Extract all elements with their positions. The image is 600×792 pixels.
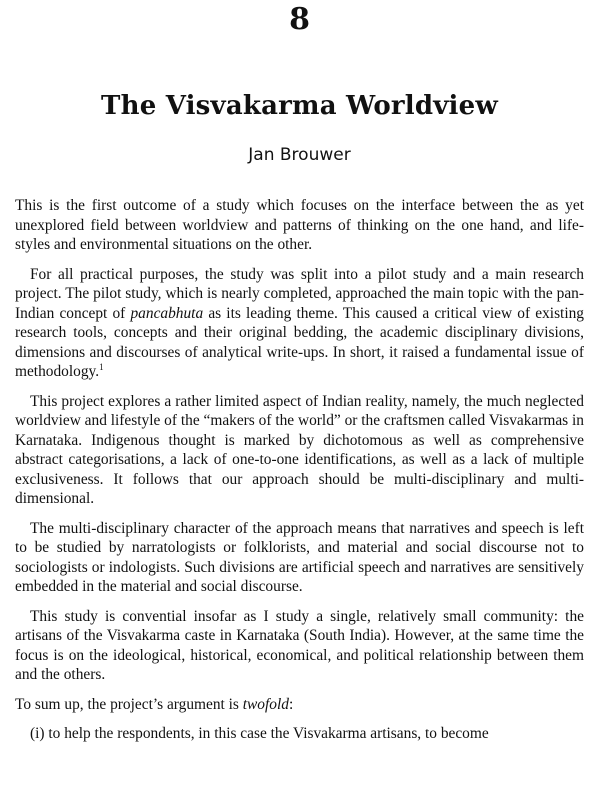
paragraph-1 (15, 196, 584, 255)
paragraph-2-emphasis: pancabhuta (130, 304, 204, 322)
chapter-body (15, 196, 584, 744)
paragraph-2 (15, 265, 584, 382)
paragraph-6 (15, 695, 584, 715)
paragraph-2-text-a: For all practical purposes, the study was split into a pilot study and a main research project. The pilot study, which is nearly completed, approached the main topic with the pan-Indian concept of (15, 265, 584, 322)
paragraph-3-text: This project explores a rather limited aspect of Indian reality, namely, the much neglected worldview and lifestyle of the “makers of the world” or the craftsmen called Visvakarmas in Karnataka. Indigenous thought is marked by dichotomous as well as comprehensive abstract categorisations, a lack of one-to-one identifications, as well as a lack of multiple exclusiveness. It follows that our approach should be multi-disciplinary and multi-dimensional. (15, 392, 584, 507)
paragraph-1-text: This is the first outcome of a study which focuses on the interface between the as yet unexplored field between worldview and patterns of thinking on the one hand, and life-styles and environmental situations on the other. (15, 197, 584, 253)
chapter-author: Jan Brouwer (248, 145, 351, 165)
list-item-1 (15, 724, 584, 744)
list-item-1-text: (i) to help the respondents, in this case the Visvakarma artisans, to become (30, 725, 489, 742)
paragraph-6-emphasis: twofold (242, 695, 289, 713)
chapter-number: 8 (289, 2, 310, 37)
paragraph-6-text-a: To sum up, the project’s argument is (15, 695, 243, 713)
paragraph-4-text: The multi-disciplinary character of the approach means that narratives and speech is left to be studied by narratologists or folklorists, and material and social discourse not to sociologists or indologists. Such divisions are artificial speech and narratives are sensitively embedded in the material and social discourse. (15, 519, 584, 595)
footnote-marker[interactable]: 1 (99, 361, 104, 372)
paragraph-5 (15, 607, 584, 685)
paragraph-2-text-b: as its leading theme. This caused a critical view of existing research tools, concepts and their original bedding, the academic disciplinary divisions, dimensions and discourses of analytical write-ups. In short, it raised a fundamental issue of methodology. (15, 304, 585, 380)
paragraph-6-text-b: : (288, 695, 294, 713)
paragraph-4 (15, 519, 584, 597)
paragraph-5-text: This study is convential insofar as I study a single, relatively small community: the artisans of the Visvakarma caste in Karnataka (South India). However, at the same time the focus is on the ideological, historical, economical, and political relationship between them and the others. (15, 607, 584, 683)
chapter-title: The Visvakarma Worldview (101, 91, 498, 121)
paragraph-3 (15, 392, 584, 509)
